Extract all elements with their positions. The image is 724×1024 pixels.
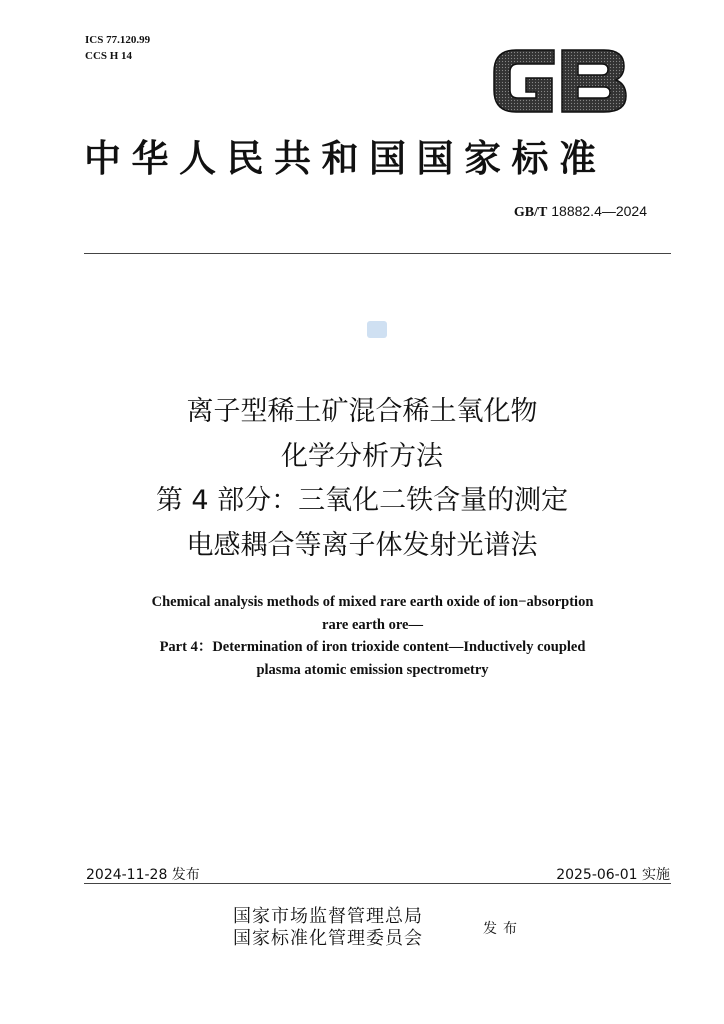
issuing-authorities [233,906,423,950]
national-standard-title: 中华人民共和国国家标准 [84,136,607,180]
chinese-title-line-1: 离子型稀土矿混合稀土氧化物 [186,396,538,427]
chinese-title-line-3: 第 4 部分：三氧化二铁含量的测定 [155,485,569,516]
issuer-sac: 国家标准化管理委员会 [233,928,423,949]
implementation-date: 2025-06-01 实施 [556,867,670,883]
issuer-samr: 国家市场监督管理总局 [233,906,423,927]
standard-number-prefix: GB/T [513,205,548,220]
ics-code: ICS 77.120.99 [85,34,151,46]
english-title-block [100,591,645,681]
chinese-title-block [0,390,724,568]
ccs-code: CCS H 14 [85,50,133,62]
chinese-title-line-4: 电感耦合等离子体发射光谱法 [186,529,538,561]
top-divider [84,253,671,254]
sac-watermark-icon [367,321,387,338]
english-title-line-4: plasma atomic emission spectrometry [256,661,489,678]
english-title-line-3: Part 4：Determination of iron trioxide content—Inductively coupled [159,639,586,655]
gb-logo [486,42,632,120]
english-title-line-1: Chemical analysis methods of mixed rare earth oxide of ion−absorption [151,594,594,610]
standard-number [514,203,647,221]
issue-label: 发布 [483,921,523,937]
bottom-divider [84,883,671,884]
classification-codes [85,32,150,64]
standard-number-rest: 18882.4—2024 [547,203,647,219]
english-title-line-2: rare earth ore— [322,616,423,633]
chinese-title-line-2: 化学分析方法 [281,440,443,472]
publish-date: 2024-11-28 发布 [86,867,200,883]
